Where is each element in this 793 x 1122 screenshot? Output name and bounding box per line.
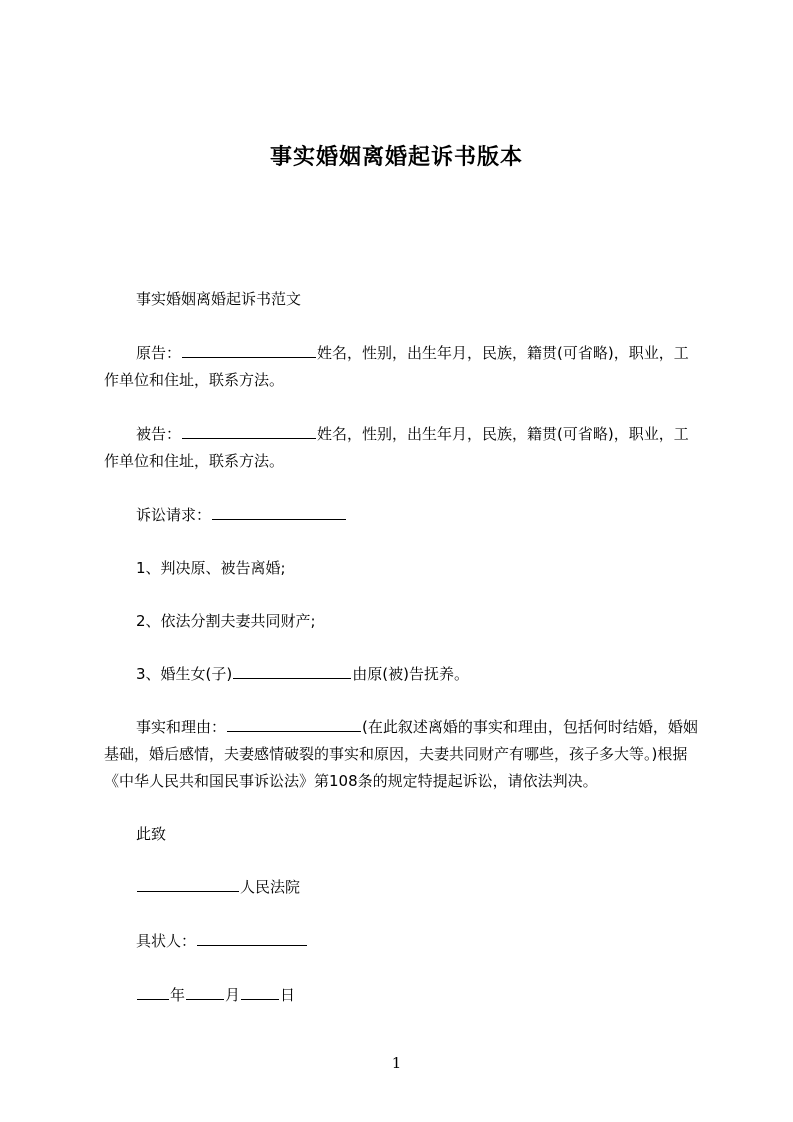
month-blank <box>186 984 224 1000</box>
defendant-label: 被告： <box>136 425 182 443</box>
claim-item-3-suffix: 由原(被)告抚养。 <box>352 665 469 683</box>
claim-item-1: 1、判决原、被告离婚; <box>136 559 286 577</box>
day-blank <box>241 984 279 1000</box>
plaintiff-blank <box>182 342 316 358</box>
date-day: 日 <box>280 986 296 1004</box>
claim-item-2: 2、依法分割夫妻共同财产; <box>136 612 316 630</box>
page-number: 1 <box>391 1054 402 1072</box>
signer-label: 具状人： <box>136 932 197 950</box>
date-month: 月 <box>225 986 241 1004</box>
claim-item-3-prefix: 3、婚生女(子) <box>136 665 233 683</box>
plaintiff-label: 原告： <box>136 344 182 362</box>
document-title: 事实婚姻离婚起诉书版本 <box>269 145 523 170</box>
court-blank <box>137 876 239 892</box>
facts-label: 事实和理由： <box>136 718 227 736</box>
subtitle: 事实婚姻离婚起诉书范文 <box>136 290 302 308</box>
closing-text: 此致 <box>136 825 167 843</box>
year-blank <box>137 984 169 1000</box>
defendant-text: 姓名，性别，出生年月，民族，籍贯(可省略)，职业，工作单位和住址，联系方法。 <box>104 425 689 470</box>
date-year: 年 <box>170 986 186 1004</box>
plaintiff-text: 姓名，性别，出生年月，民族，籍贯(可省略)，职业，工作单位和住址，联系方法。 <box>104 344 689 389</box>
claim-item-3 <box>104 661 700 688</box>
court-line <box>104 874 700 901</box>
date-line <box>104 982 700 1009</box>
defendant-paragraph <box>104 421 700 475</box>
signer-blank <box>197 930 307 946</box>
plaintiff-paragraph <box>104 340 700 394</box>
facts-blank <box>227 716 361 732</box>
defendant-blank <box>182 423 316 439</box>
court-suffix: 人民法院 <box>240 878 301 896</box>
facts-paragraph <box>104 714 700 795</box>
facts-text: (在此叙述离婚的事实和理由，包括何时结婚，婚姻基础，婚后感情，夫妻感情破裂的事实和原因，夫妻共同财产有哪些，孩子多大等。)根据《中华人民共和国民事诉讼法》第108条的规定特提起诉讼，请依法判决。 <box>104 718 698 790</box>
signer-line <box>104 928 700 955</box>
claims-blank <box>212 504 346 520</box>
claims-label: 诉讼请求： <box>136 506 212 524</box>
child-blank <box>233 663 351 679</box>
claims-heading <box>104 502 700 529</box>
